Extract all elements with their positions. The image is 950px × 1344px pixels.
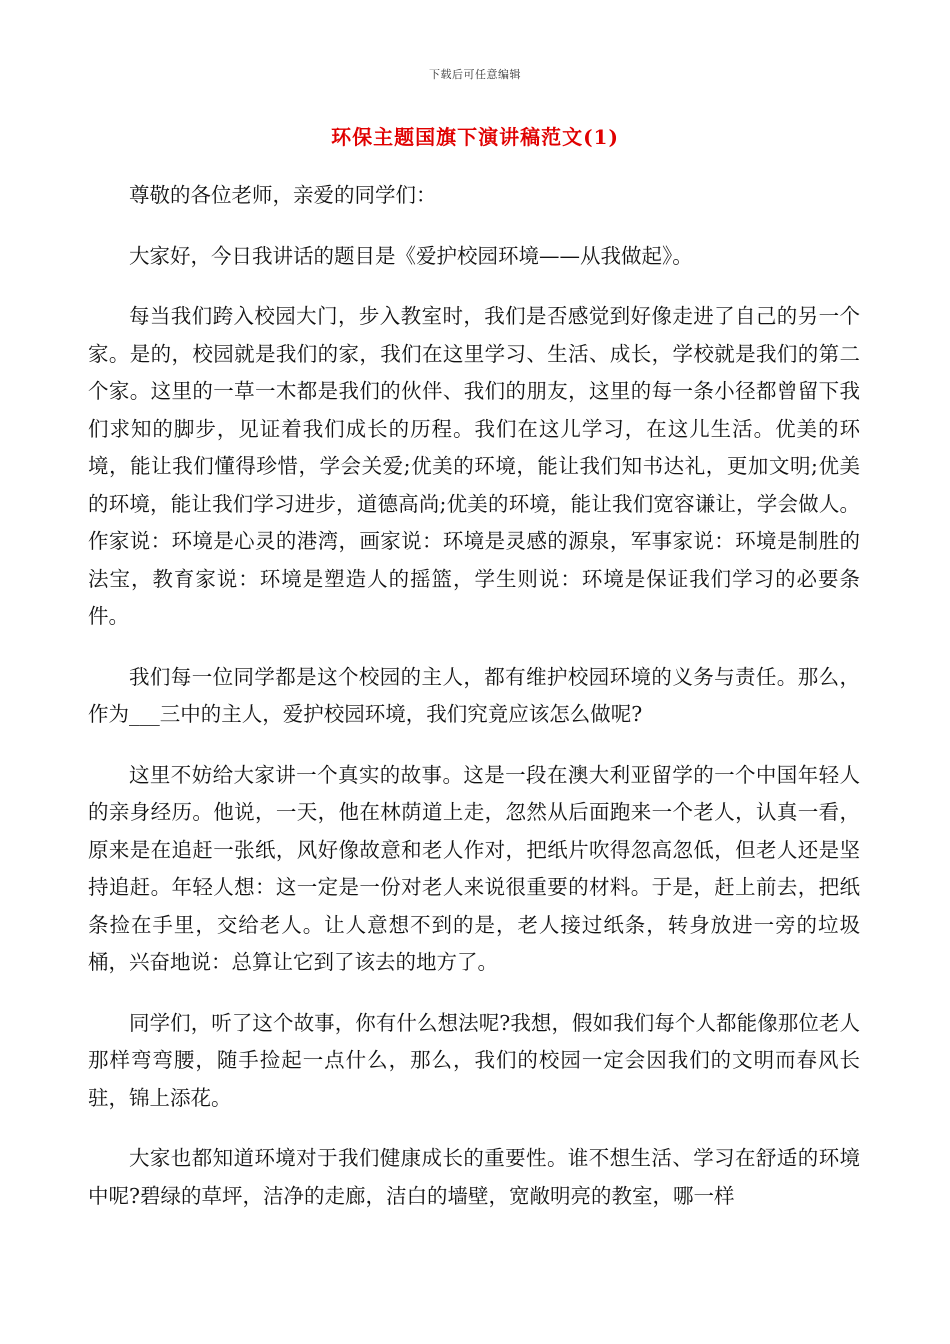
paragraph: 我们每一位同学都是这个校园的主人，都有维护校园环境的义务与责任。那么，作为___三中的主人，爱护校园环境，我们究竟应该怎么做呢? (88, 664, 860, 726)
document-body (88, 177, 860, 1238)
header-note: 下载后可任意编辑 (429, 68, 521, 81)
paragraph-greeting: 大家好，今日我讲话的题目是《爱护校园环境——从我做起》。 (129, 243, 693, 268)
paragraph: 大家也都知道环境对于我们健康成长的重要性。谁不想生活、学习在舒适的环境中呢?碧绿的草坪，洁净的走廊，洁白的墙壁，宽敞明亮的教室，哪一样 (88, 1146, 860, 1208)
paragraph: 每当我们跨入校园大门，步入教室时，我们是否感觉到好像走进了自己的另一个家。是的，校园就是我们的家，我们在这里学习、生活、成长，学校就是我们的第二个家。这里的一草一木都是我们的伙伴、我们的朋友，这里的每一条小径都曾留下我们求知的脚步，见证着我们成长的历程。我们在这儿学习，在这儿生活。优美的环境，能让我们懂得珍惜，学会关爱;优美的环境，能让我们知书达礼，更加文明;优美的环境，能让我们学习进步，道德高尚;优美的环境，能让我们宽容谦让，学会做人。作家说：环境是心灵的港湾，画家说：环境是灵感的源泉，军事家说：环境是制胜的法宝，教育家说：环境是塑造人的摇篮，学生则说：环境是保证我们学习的必要条件。 (88, 304, 860, 628)
paragraph: 同学们，听了这个故事，你有什么想法呢?我想，假如我们每个人都能像那位老人那样弯弯腰，随手捡起一点什么，那么，我们的校园一定会因我们的文明而春风长驻，锦上添花。 (88, 1010, 860, 1110)
document-title: 环保主题国旗下演讲稿范文(1) (331, 125, 619, 149)
paragraph: 这里不妨给大家讲一个真实的故事。这是一段在澳大利亚留学的一个中国年轻人的亲身经历。他说，一天，他在林荫道上走，忽然从后面跑来一个老人，认真一看，原来是在追赶一张纸，风好像故意和老人作对，把纸片吹得忽高忽低，但老人还是坚持追赶。年轻人想：这一定是一份对老人来说很重要的材料。于是，赶上前去，把纸条捡在手里，交给老人。让人意想不到的是，老人接过纸条，转身放进一旁的垃圾桶，兴奋地说：总算让它到了该去的地方了。 (88, 762, 860, 974)
paragraph-salutation: 尊敬的各位老师，亲爱的同学们： (129, 183, 437, 207)
